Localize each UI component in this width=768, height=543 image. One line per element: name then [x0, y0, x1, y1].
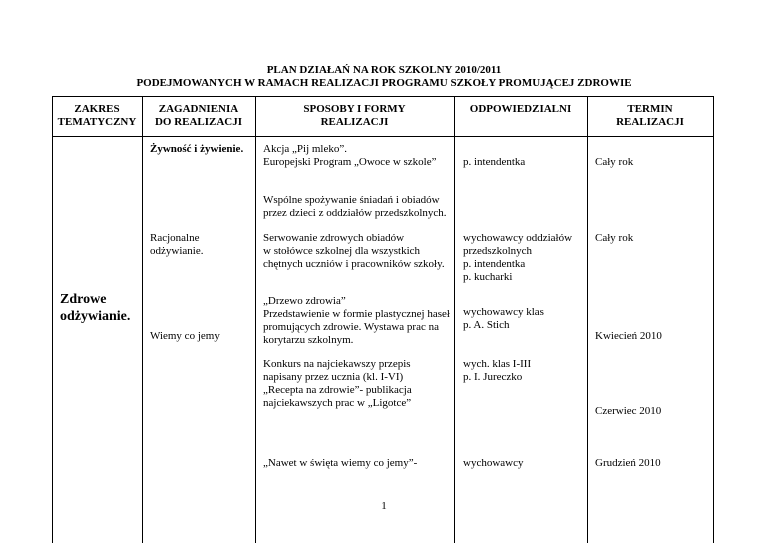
scope-label-line2: odżywianie. — [60, 309, 131, 324]
responsible-contest — [463, 358, 531, 384]
table-right-border — [713, 96, 714, 543]
topic-we-know-what-we-eat: Wiemy co jemy — [150, 330, 220, 342]
method-milk-line1: Akcja „Pij mleko”. — [263, 143, 348, 155]
responsible-contest-line1: wych. klas I-III — [463, 358, 532, 370]
method-tree-line3: promujących zdrowie. Wystawa prac na — [263, 321, 439, 333]
term-june: Czerwiec 2010 — [595, 405, 662, 417]
method-contest-line1: Konkurs na najciekawszy przepis — [263, 358, 411, 370]
responsible-preschool — [463, 232, 572, 284]
col-divider-4 — [587, 96, 588, 543]
topic-rational-line1: Racjonalne — [150, 232, 200, 244]
topic-rational-nutrition — [150, 232, 203, 258]
method-tree-line2: Przedstawienie w formie plastycznej haseł — [263, 308, 450, 320]
responsible-class-teachers — [463, 306, 544, 332]
header-scope — [52, 103, 142, 129]
method-tree-line1: „Drzewo zdrowia” — [263, 295, 346, 307]
method-meals-line1: Wspólne spożywanie śniadań i obiadów — [263, 194, 440, 206]
responsible-holidays: wychowawcy — [463, 457, 524, 469]
header-terms-line1: TERMIN — [627, 103, 673, 115]
responsible-preschool-line2: przedszkolnych — [463, 245, 533, 257]
header-topics-line1: ZAGADNIENIA — [158, 103, 239, 115]
method-contest-line3: „Recepta na zdrowie”- publikacja — [263, 384, 412, 396]
term-december: Grudzień 2010 — [595, 457, 661, 469]
document-title-line2: PODEJMOWANYCH W RAMACH REALIZACJI PROGRAMU SZKOŁY PROMUJĄCEJ ZDROWIE — [136, 77, 632, 89]
document-title-line1: PLAN DZIAŁAŃ NA ROK SZKOLNY 2010/2011 — [266, 64, 502, 76]
method-milk-fruit — [263, 143, 437, 169]
header-responsible — [454, 103, 587, 116]
responsible-preschool-line3: p. intendentka — [463, 258, 526, 270]
responsible-contest-line2: p. I. Jureczko — [463, 371, 523, 383]
topic-rational-line2: odżywianie. — [150, 245, 204, 257]
col-divider-1 — [142, 96, 143, 543]
method-holidays: „Nawet w święta wiemy co jemy”- — [263, 457, 418, 469]
table-top-border — [52, 96, 714, 97]
col-divider-3 — [454, 96, 455, 543]
responsible-class-line2: p. A. Stich — [463, 319, 510, 331]
method-recipe-contest — [263, 358, 412, 410]
method-healthy-dinners — [263, 232, 445, 271]
topic-food-nutrition: Żywność i żywienie. — [150, 143, 244, 155]
header-scope-line2: TEMATYCZNY — [57, 116, 137, 128]
header-methods — [255, 103, 454, 129]
method-dinners-line1: Serwowanie zdrowych obiadów — [263, 232, 405, 244]
responsible-intendent: p. intendentka — [463, 156, 526, 168]
page-number: 1 — [381, 500, 387, 512]
header-methods-line2: REALIZACJI — [320, 116, 389, 128]
scope-label — [60, 291, 130, 325]
table-left-border — [52, 96, 53, 543]
header-terms — [587, 103, 713, 129]
header-responsible-line1: ODPOWIEDZIALNI — [469, 103, 572, 115]
method-tree-line4: korytarzu szkolnym. — [263, 334, 354, 346]
term-april: Kwiecień 2010 — [595, 330, 662, 342]
table-header-border — [52, 136, 714, 137]
term-all-year-1: Cały rok — [595, 156, 634, 168]
method-meals-line2: przez dzieci z oddziałów przedszkolnych. — [263, 207, 447, 219]
term-all-year-2: Cały rok — [595, 232, 634, 244]
method-shared-meals — [263, 194, 447, 220]
method-milk-line2: Europejski Program „Owoce w szkole” — [263, 156, 437, 168]
header-scope-line1: ZAKRES — [74, 103, 120, 115]
header-topics — [142, 103, 255, 129]
responsible-preschool-line4: p. kucharki — [463, 271, 513, 283]
method-contest-line2: napisany przez ucznia (kl. I-VI) — [263, 371, 404, 383]
method-dinners-line2: w stołówce szkolnej dla wszystkich — [263, 245, 421, 257]
method-contest-line4: najciekawszych prac w „Ligotce” — [263, 397, 412, 409]
header-topics-line2: DO REALIZACJI — [154, 116, 243, 128]
header-terms-line2: REALIZACJI — [616, 116, 684, 128]
responsible-class-line1: wychowawcy klas — [463, 306, 544, 318]
method-health-tree — [263, 295, 450, 347]
col-divider-2 — [255, 96, 256, 543]
method-dinners-line3: chętnych uczniów i pracowników szkoły. — [263, 258, 445, 270]
scope-label-line1: Zdrowe — [60, 292, 107, 307]
responsible-preschool-line1: wychowawcy oddziałów — [463, 232, 573, 244]
header-methods-line1: SPOSOBY I FORMY — [303, 103, 406, 115]
